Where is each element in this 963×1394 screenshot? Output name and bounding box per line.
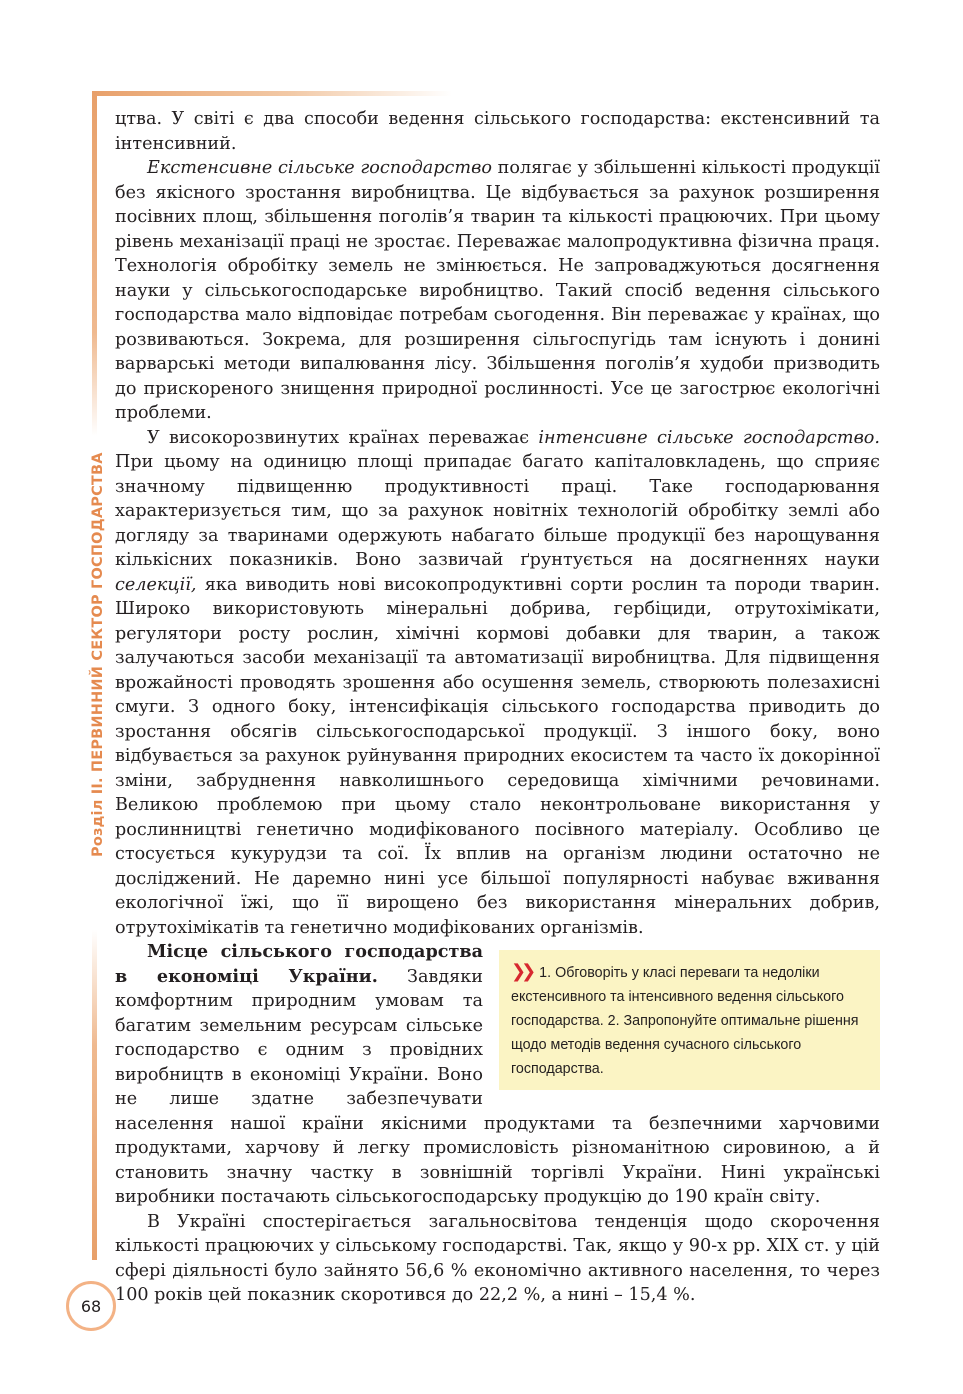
term-selection: селекції,: [115, 574, 197, 595]
subheading-ukraine: Місце сільського господарства в економіці України.: [115, 941, 483, 987]
side-decorative-rule: [92, 91, 97, 436]
section-title: Розділ ІІ. ПЕРВИННИЙ СЕКТОР ГОСПОДАРСТВА: [90, 452, 106, 857]
paragraph-intensive: У високорозвинутих країнах переважає інтенсивне сільське господарство. При цьому на одиницю площі припадає багато капіталовкладень, що сприяє значному підвищенню продуктивності праці. Таке господарювання характеризується тим, що за рахунок новітніх технологій обробітку землі або догляду за тваринами одержують набагато більше продукції без нарощування кількісних показників. Воно зазвичай ґрунтується на досягненнях науки селекції, яка виводить нові високопродуктивні сорти рослин та породи тварин. Широко використовують мінеральні добрива, гербіциди, отрутохімікати, регулятори росту рослин, хімічні кормові добавки для тварин, а також залучаються засоби механізації та автоматизації виробництва. Для підвищення врожайності проводять зрошення або осушення земель, створюють полезахисні смуги. З одного боку, інтенсифікація сільського господарства приводить до зростання обсягів сільськогосподарської продукції. З іншого боку, воно відбувається за рахунок руйнування природних екосистем та часто їх докорінної зміни, забруднення навколишнього середовища хімічними речовинами. Великою проблемою при цьому стало неконтрольоване використання у рослинництві генетично модифікованого посівного матеріалу. Особливо це стосується кукурудзи та сої. Їх вплив на організм людини остаточно не досліджений. Не даремно нині усе більшої популярності набуває вживання екологічної їжі, що її вирощено без використання мінеральних добрив, отрутохімікатів та генетично модифікованих організмів. ❯❯ 1. Обговоріть у класі переваги та недоліки екстенсивного та інтенсивного ведення сільського господарства. 2. Запропонуйте оптимальне рішення щодо методів ведення сучасного сільського господарства.: [115, 426, 880, 941]
page-number: 68: [80, 1297, 102, 1316]
side-decorative-rule-lower: [92, 930, 97, 1260]
double-chevron-right-icon: ❯❯: [511, 961, 532, 982]
paragraph-ukraine: Місце сільського господарства в економіці України. Завдяки комфортним природним умовам та багатим земельним ресурсам сільське господарство є одним з провідних виробництв в економіці України. Воно не лише здатне забезпечувати населення нашої країни якісними продуктами та безпечними харчовими продуктами, харчову й легку промисловість різноманітною сировиною, а й становить значну частку в зовнішній торгівлі України. Нині українські виробники постачають сільськогосподарську продукцію до 190 країн світу.: [115, 941, 880, 1207]
term-extensive: Екстенсивне сільське господарство: [147, 158, 492, 178]
page-number-badge: [66, 1281, 116, 1331]
term-intensive: інтенсивне сільське господарство.: [538, 427, 880, 448]
paragraph: цтва. У світі є два способи ведення сільського господарства: екстенсивний та інтенсивний.: [115, 109, 880, 154]
paragraph-extensive: Екстенсивне сільське господарство полягає у збільшенні кількості продукції без якісного зростання виробництва. Це відбувається за рахунок розширення посівних площ, збільшення поголів’я тварин та кількості працюючих. При цьому рівень механізації праці не зростає. Переважає малопродуктивна фізична праця. Технологія обробітку земель не змінюється. Не запроваджуються досягнення науки у сільськогосподарське виробництво. Такий спосіб ведення сільського господарства мало відповідає потребам сьогодення. Він переважає у країнах, що розвиваються. Зокрема, для розширення сільгоспугідь там існують і донині варварські методи випалювання лісу. Збільшення поголів’я худоби призводить до прискореного знищення природної рослинності. Усе це загострює екологічні проблеми.: [115, 158, 880, 423]
body-text: [115, 107, 880, 1308]
callout-text: 1. Обговоріть у класі переваги та недоліки екстенсивного та інтенсивного ведення сільського господарства. 2. Запропонуйте оптимальне рішення щодо методів ведення сучасного сільського господарства.: [511, 965, 859, 1077]
paragraph-workers: В Україні спостерігається загальносвітова тенденція щодо скорочення кількості працюючих у сільському господарстві. Так, якщо у 90-х рр. XIX ст. у цій сфері діяльності було зайнято 56,6 % економічно активного населення, то через 100 років цей показник скоротився до 22,2 %, а нині – 15,4 %.: [115, 1211, 880, 1305]
discussion-callout: [499, 950, 880, 1090]
top-decorative-rule: [92, 91, 452, 96]
